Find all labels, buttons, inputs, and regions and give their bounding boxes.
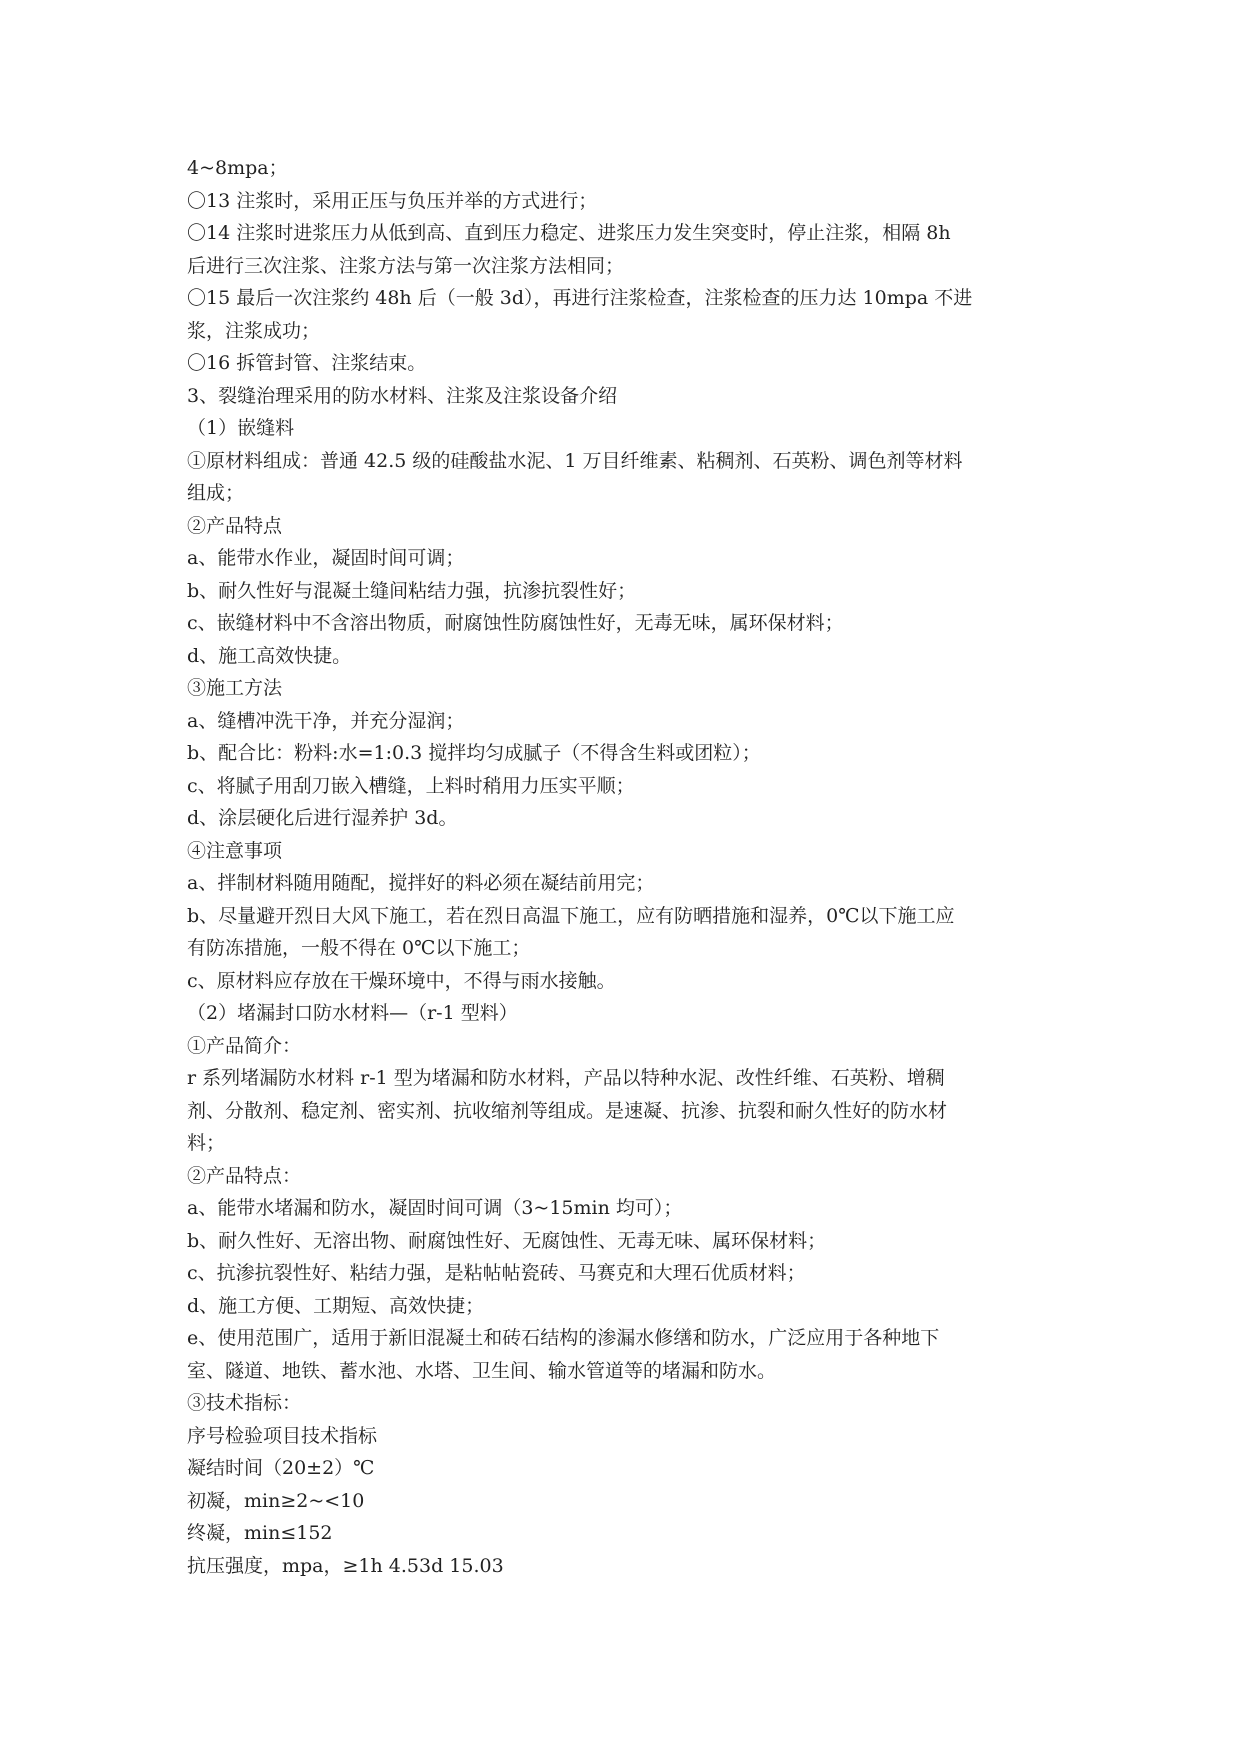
text-line: 终凝，min≤152: [187, 1522, 333, 1544]
text-line: b、尽量避开烈日大风下施工，若在烈日高温下施工，应有防晒措施和湿养，0℃以下施工应: [187, 904, 955, 927]
text-line: b、耐久性好、无溶出物、耐腐蚀性好、无腐蚀性、无毒无味、属环保材料；: [187, 1229, 827, 1252]
text-line: c、将腻子用刮刀嵌入槽缝，上料时稍用力压实平顺；: [187, 774, 635, 797]
text-line: 料；: [187, 1132, 226, 1154]
text-line: 〇15 最后一次注浆约 48h 后（一般 3d），再进行注浆检查，注浆检查的压力达 10mpa 不进: [187, 287, 973, 309]
subsection-heading: （1）嵌缝料: [187, 417, 295, 439]
text-line: 浆，注浆成功；: [187, 319, 321, 342]
text-line: 组成；: [187, 482, 245, 504]
text-line: 〇14 注浆时进浆压力从低到高、直到压力稳定、进浆压力发生突变时，停止注浆，相隔 8h: [187, 222, 951, 244]
text-line: ①原材料组成：普通 42.5 级的硅酸盐水泥、1 万目纤维素、粘稠剂、石英粉、调色剂等材料: [187, 449, 963, 472]
text-line: b、配合比：粉料:水=1:0.3 搅拌均匀成腻子（不得含生料或团粒）；: [187, 742, 761, 764]
text-line: a、能带水堵漏和防水，凝固时间可调（3~15min 均可）；: [187, 1197, 683, 1219]
text-line: d、涂层硬化后进行湿养护 3d。: [187, 807, 458, 829]
item-heading: ②产品特点：: [187, 1164, 302, 1187]
text-line: a、拌制材料随用随配，搅拌好的料必须在凝结前用完；: [187, 872, 655, 894]
text-line: c、原材料应存放在干燥环境中，不得与雨水接触。: [187, 969, 616, 992]
text-line: 〇16 拆管封管、注浆结束。: [187, 352, 427, 374]
item-heading: ③施工方法: [187, 677, 283, 699]
text-line: a、缝槽冲洗干净，并充分湿润；: [187, 709, 465, 732]
text-line: d、施工高效快捷。: [187, 644, 352, 667]
text-line: d、施工方便、工期短、高效快捷；: [187, 1294, 485, 1317]
item-heading: ①产品简介：: [187, 1034, 302, 1057]
text-line: 抗压强度，mpa，≥1h 4.53d 15.03: [187, 1554, 504, 1577]
text-line: 〇13 注浆时，采用正压与负压并举的方式进行；: [187, 189, 598, 212]
section-heading: 3、裂缝治理采用的防水材料、注浆及注浆设备介绍: [187, 384, 618, 407]
item-heading: ③技术指标：: [187, 1392, 302, 1414]
text-line: 室、隧道、地铁、蓄水池、水塔、卫生间、输水管道等的堵漏和防水。: [187, 1359, 777, 1382]
text-line: r 系列堵漏防水材料 r-1 型为堵漏和防水材料，产品以特种水泥、改性纤维、石英粉、增稠: [187, 1067, 945, 1089]
item-heading: ④注意事项: [187, 839, 283, 862]
text-line: e、使用范围广，适用于新旧混凝土和砖石结构的渗漏水修缮和防水，广泛应用于各种地下: [187, 1327, 940, 1349]
text-line: c、嵌缝材料中不含溶出物质，耐腐蚀性防腐蚀性好，无毒无味，属环保材料；: [187, 612, 844, 634]
text-line: b、耐久性好与混凝土缝间粘结力强，抗渗抗裂性好；: [187, 579, 637, 602]
text-line: 有防冻措施，一般不得在 0℃以下施工；: [187, 937, 531, 959]
subsection-heading: （2）堵漏封口防水材料—（r-1 型料）: [187, 1002, 518, 1024]
text-line: 剂、分散剂、稳定剂、密实剂、抗收缩剂等组成。是速凝、抗渗、抗裂和耐久性好的防水材: [187, 1099, 948, 1122]
text-line: 后进行三次注浆、注浆方法与第一次注浆方法相同；: [187, 254, 625, 277]
document-body: [187, 152, 1067, 1582]
item-heading: ②产品特点: [187, 514, 283, 537]
text-line: a、能带水作业，凝固时间可调；: [187, 547, 465, 569]
text-line: c、抗渗抗裂性好、粘结力强，是粘帖帖瓷砖、马赛克和大理石优质材料；: [187, 1262, 806, 1284]
text-line: 序号检验项目技术指标: [187, 1424, 378, 1447]
text-line: 初凝，min≥2~<10: [187, 1489, 365, 1512]
text-line: 4~8mpa；: [187, 157, 288, 179]
text-line: 凝结时间（20±2）℃: [187, 1457, 375, 1479]
